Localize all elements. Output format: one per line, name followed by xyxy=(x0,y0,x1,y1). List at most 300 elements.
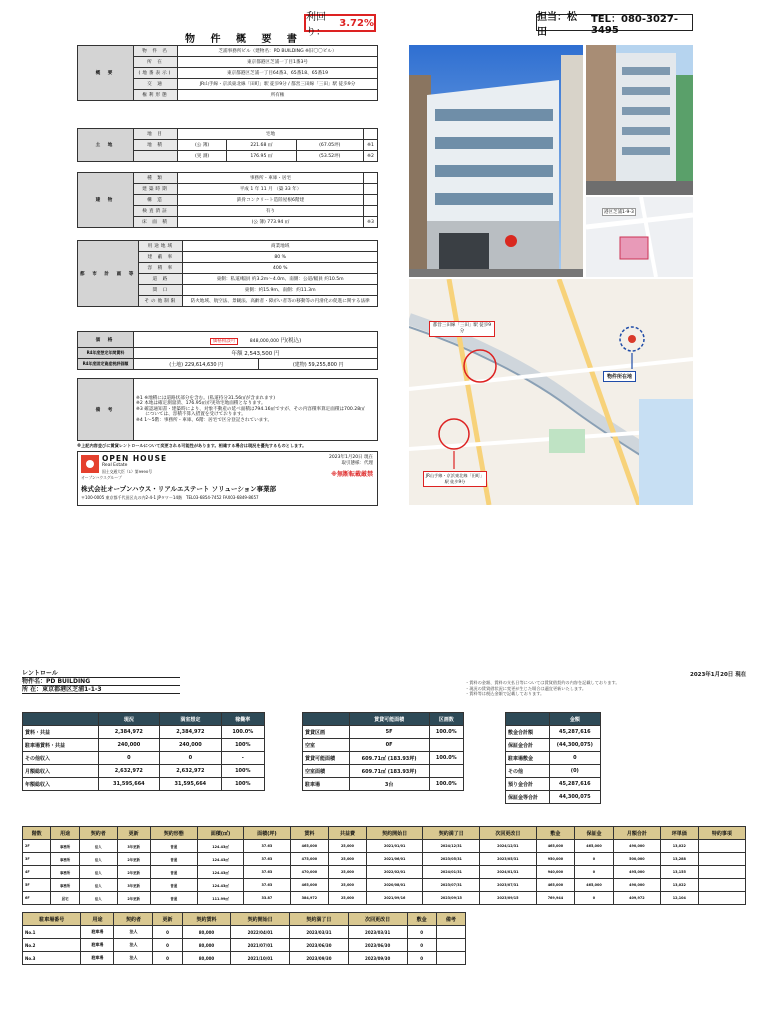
table-cell: 預り金合計 xyxy=(506,778,550,791)
yield-badge xyxy=(304,12,376,38)
group-name: オープンハウスグループ xyxy=(81,475,122,480)
column-header: 契約者 xyxy=(79,827,117,840)
table-cell: 31,595,664 xyxy=(160,778,222,791)
table-cell: 2021/01/01 xyxy=(366,840,423,853)
spec-label: その他制限 xyxy=(139,296,183,307)
table-cell: No.1 xyxy=(23,926,81,939)
table-cell xyxy=(436,939,465,952)
table-cell: 25,000 xyxy=(329,879,367,892)
column-header: 契約満了日 xyxy=(290,913,349,926)
table-row xyxy=(303,752,464,765)
column-header: 敷金 xyxy=(407,913,436,926)
table-cell: 2020/08/01 xyxy=(366,879,423,892)
table-cell: 475,000 xyxy=(290,853,329,866)
spec-row xyxy=(78,129,378,140)
column-header: 契約者 xyxy=(114,913,153,926)
table-cell: 駐車場敷金 xyxy=(506,752,550,765)
table-cell: 31,595,664 xyxy=(98,778,160,791)
table-cell: 普通 xyxy=(150,879,197,892)
spec-value: 東京都港区芝浦一丁目64番3、65番18、65番19 xyxy=(178,68,378,79)
column-header: 契約満了日 xyxy=(423,827,480,840)
table-row xyxy=(303,739,464,752)
remarks-lines xyxy=(134,379,378,441)
column-header: 賃料 xyxy=(290,827,329,840)
section-category: 概 要 xyxy=(78,46,134,101)
table-cell: 空室 xyxy=(303,739,350,752)
table-cell: その他収入 xyxy=(23,752,99,765)
table-cell: 0 xyxy=(575,892,614,905)
table-cell: 37.63 xyxy=(244,879,290,892)
rentroll-note: ・賃料等は税込金額で記載しております。 xyxy=(465,691,545,696)
column-header: 更新 xyxy=(153,913,182,926)
header-row xyxy=(23,827,746,840)
spec-value: 防火地域、航空法、景観法、高齢者・障がい者等の移動等の円滑化の促進に関する法律 xyxy=(183,296,378,307)
table-cell: 2年更新 xyxy=(117,853,150,866)
table-cell: 80,000 xyxy=(182,952,231,965)
table-cell: 事務所 xyxy=(51,853,80,866)
spec-label: 種 類 xyxy=(134,173,178,184)
column-header: 次回更改日 xyxy=(348,913,407,926)
table-cell xyxy=(698,879,745,892)
rentroll-title xyxy=(22,670,180,694)
table-cell: 2024/01/31 xyxy=(423,866,480,879)
table-cell: 100% xyxy=(221,778,264,791)
table-cell: 490,000 xyxy=(613,879,660,892)
company-name: 株式会社オープンハウス・リアルエステート ソリューション事業部 xyxy=(81,485,277,493)
table-cell: 500,000 xyxy=(613,853,660,866)
table-cell: 465,000 xyxy=(575,840,614,853)
rentroll-note: ・現況の賃貸借状況に変更が生じた場合は適宜更新いたします。 xyxy=(465,685,587,691)
table-row xyxy=(303,778,464,791)
table-cell: 4F xyxy=(23,866,51,879)
table-row xyxy=(23,765,265,778)
table-row xyxy=(506,752,601,765)
building-table xyxy=(77,172,378,228)
table-cell: 2021/07/01 xyxy=(231,939,290,952)
table-cell: 駐車場 xyxy=(81,952,114,965)
table-cell: 駐車場賃料・共益 xyxy=(23,739,99,752)
spec-value: 221.68 ㎡ xyxy=(227,140,296,151)
table-cell: 居宅 xyxy=(51,892,80,905)
spec-value: 400 % xyxy=(183,263,378,274)
column-header: 保証金 xyxy=(575,827,614,840)
table-row xyxy=(23,726,265,739)
table-cell: 3年更新 xyxy=(117,879,150,892)
table-row xyxy=(23,892,746,905)
table-cell: 2023/07/31 xyxy=(480,879,537,892)
spec-note: ※1 xyxy=(364,140,378,151)
table-row xyxy=(506,726,601,739)
column-header: 満室想定 xyxy=(160,713,222,726)
land-eval: (土地) 229,614,630 円 xyxy=(134,359,259,370)
column-header: 敷金 xyxy=(536,827,575,840)
table-row xyxy=(23,739,265,752)
table-cell xyxy=(698,866,745,879)
table-cell: 100.0% xyxy=(221,726,264,739)
column-header: 階数 xyxy=(23,827,51,840)
openhouse-logo-icon xyxy=(81,455,99,473)
yield-value: 3.72% xyxy=(339,17,374,29)
spec-label xyxy=(134,151,178,162)
header-row xyxy=(303,713,464,726)
planning-section xyxy=(77,240,378,307)
table-cell: 2023/03/31 xyxy=(290,926,349,939)
section-category: 土 地 xyxy=(78,129,134,162)
tenant-detail-table xyxy=(22,826,746,905)
table-cell: 法人 xyxy=(79,840,117,853)
spec-label: 構 造 xyxy=(134,195,178,206)
rent-summary-table xyxy=(22,712,265,791)
table-cell: 100% xyxy=(221,765,264,778)
table-cell: 敷金合計額 xyxy=(506,726,550,739)
table-cell: 0 xyxy=(160,752,222,765)
contact-box xyxy=(536,11,693,38)
license: 国土交通大臣（1）第9990号 xyxy=(102,469,153,474)
table-cell: 100.0% xyxy=(429,726,463,739)
spec-tsubo: (67.05坪) xyxy=(296,140,363,151)
spec-label: 道 路 xyxy=(139,274,183,285)
spec-note: ※3 xyxy=(364,217,378,228)
column-header: 区画数 xyxy=(429,713,463,726)
table-cell: 25,000 xyxy=(329,892,367,905)
header-row xyxy=(506,713,601,726)
table-cell: 2022/02/01 xyxy=(366,866,423,879)
column-header: 賃貸可能面積 xyxy=(349,713,429,726)
spec-label: 所 在 xyxy=(134,57,178,68)
table-cell: 2023/05/31 xyxy=(480,853,537,866)
spec-value: 東京都港区芝浦一丁目1番3号 xyxy=(178,57,378,68)
rentroll-title-line: 物件名：PD BUILDING xyxy=(22,678,180,686)
spec-label: 地 目 xyxy=(134,129,178,140)
table-cell: 465,000 xyxy=(575,879,614,892)
land-table xyxy=(77,128,378,162)
table-row xyxy=(23,926,466,939)
remarks-footer: ※上記内容並びに賃貸レントロールについて変更される可能性があります。相違する場合は現況を優先するものとします。 xyxy=(77,443,307,448)
table-cell: 45,287,616 xyxy=(549,726,600,739)
yield-label: 利回り： xyxy=(306,12,326,38)
spec-value: 事務所・車庫・居宅 xyxy=(178,173,364,184)
table-cell: 事務所 xyxy=(51,840,80,853)
remark-line: ※4 1〜5階：事務所・車庫、6階：居宅で区分登記されています。 xyxy=(136,417,273,423)
table-cell: 2年更新 xyxy=(117,892,150,905)
table-cell: 2022/04/01 xyxy=(231,926,290,939)
table-cell: 賃貸可能面積 xyxy=(303,752,350,765)
price-section xyxy=(77,331,378,370)
table-cell: 0 xyxy=(98,752,160,765)
remark-line: については、容積不算入措置を受けております。 xyxy=(136,412,246,418)
spec-kind: (実 測) xyxy=(178,151,227,162)
price-tax: 円(税込) xyxy=(280,337,302,344)
spec-row xyxy=(78,241,378,252)
table-cell: 普通 xyxy=(150,853,197,866)
table-cell: 3F xyxy=(23,853,51,866)
station-mita-label: 都営三田線「三田」駅 徒歩9分 xyxy=(429,321,495,337)
table-cell: 384,972 xyxy=(290,892,329,905)
spec-note xyxy=(364,184,378,195)
section-category: 建 物 xyxy=(78,173,134,228)
table-cell: 490,000 xyxy=(613,840,660,853)
table-cell: 0 xyxy=(575,866,614,879)
table-cell: - xyxy=(221,752,264,765)
column-header: 坪単価 xyxy=(660,827,698,840)
building-section xyxy=(77,172,378,228)
property-section xyxy=(77,45,378,101)
column-header: 契約形態 xyxy=(150,827,197,840)
spec-note xyxy=(364,206,378,217)
table-cell: 609.71㎡ (183.93坪) xyxy=(349,765,429,778)
table-cell: 25,000 xyxy=(329,866,367,879)
table-cell: 法人 xyxy=(79,892,117,905)
spec-label: 権利形態 xyxy=(134,90,178,101)
bldg-eval: (建物) 59,255,800 円 xyxy=(259,359,378,370)
table-cell: 2,384,972 xyxy=(98,726,160,739)
table-cell: 80,000 xyxy=(182,939,231,952)
brand-sub: Real Estate xyxy=(102,463,128,468)
table-cell: 普通 xyxy=(150,840,197,853)
table-cell: 495,000 xyxy=(613,866,660,879)
column-header: 金額 xyxy=(549,713,600,726)
table-cell: 409,972 xyxy=(613,892,660,905)
table-cell: 法人 xyxy=(79,853,117,866)
table-cell: 5F xyxy=(23,879,51,892)
table-cell: 事務所 xyxy=(51,879,80,892)
station-tamachi-label: JR山手線・京浜東北線「田町」駅 徒歩9分 xyxy=(423,471,487,487)
table-cell: 2F xyxy=(23,840,51,853)
table-row xyxy=(23,778,265,791)
price-value: 848,000,000 xyxy=(249,338,279,344)
units-summary-table xyxy=(302,712,464,791)
table-cell: 2年更新 xyxy=(117,866,150,879)
table-cell: 100.0% xyxy=(429,778,463,791)
table-row xyxy=(23,939,466,952)
table-cell: No.3 xyxy=(23,952,81,965)
table-cell: 950,000 xyxy=(536,853,575,866)
spec-label: 建築時期 xyxy=(134,184,178,195)
income-value: 年額 2,543,500 円 xyxy=(134,348,378,359)
land-section xyxy=(77,128,378,162)
spec-label: 容 積 率 xyxy=(139,263,183,274)
table-cell: 保証金合計 xyxy=(506,739,550,752)
no-reprint-warning: ※無断転載厳禁 xyxy=(331,471,373,478)
spec-value: JR山手線・京浜東北線「田町」駅 徒歩9分 / 都営三田線「三田」駅 徒歩9分 xyxy=(178,79,378,90)
table-cell xyxy=(436,926,465,939)
table-cell: 2,632,972 xyxy=(160,765,222,778)
table-row xyxy=(506,778,601,791)
table-cell: 100.0% xyxy=(429,752,463,765)
table-cell: 13,022 xyxy=(660,840,698,853)
spec-value: 宅地 xyxy=(178,129,364,140)
table-cell: 44,300,075 xyxy=(549,791,600,804)
table-cell: 2021/10/01 xyxy=(231,952,290,965)
spec-label: 床 面 積 xyxy=(134,217,178,228)
table-cell xyxy=(429,739,463,752)
spec-note xyxy=(364,173,378,184)
column-header: 稼働率 xyxy=(221,713,264,726)
table-cell: 3台 xyxy=(349,778,429,791)
table-cell: 465,000 xyxy=(536,879,575,892)
table-cell: 賃料・共益 xyxy=(23,726,99,739)
brand-name: OPEN HOUSE xyxy=(102,454,168,463)
table-cell: 法人 xyxy=(79,866,117,879)
table-cell: 2023/09/30 xyxy=(348,952,407,965)
negotiable-badge: 価格相談可 xyxy=(210,338,239,345)
contact-person: 担当：松田 xyxy=(537,11,577,38)
table-cell: 2023/09/30 xyxy=(290,952,349,965)
table-cell: 465,000 xyxy=(536,840,575,853)
table-cell: 37.63 xyxy=(244,853,290,866)
table-cell: 法人 xyxy=(79,879,117,892)
table-cell: 2024/12/31 xyxy=(480,840,537,853)
table-cell: 月額総収入 xyxy=(23,765,99,778)
table-cell: 0 xyxy=(407,926,436,939)
column-header: 契約賃料 xyxy=(182,913,231,926)
parking-table xyxy=(22,912,466,965)
table-cell: 0 xyxy=(407,952,436,965)
table-cell: 駐車場 xyxy=(81,939,114,952)
table-cell: 940,000 xyxy=(536,866,575,879)
column-header: 月額合計 xyxy=(613,827,660,840)
rentroll-title-line: レントロール xyxy=(22,670,180,678)
table-cell: 25,000 xyxy=(329,853,367,866)
rentroll-title-line: 所 在：東京都港区芝浦1-1-3 xyxy=(22,686,180,694)
table-cell: 普通 xyxy=(150,892,197,905)
building-photo-sub xyxy=(586,45,693,195)
table-row xyxy=(23,752,265,765)
spec-label: 用途地域 xyxy=(139,241,183,252)
table-row xyxy=(23,853,746,866)
spec-label: 地 積 xyxy=(134,140,178,151)
column-header: 用途 xyxy=(51,827,80,840)
table-cell: 37.63 xyxy=(244,866,290,879)
table-row xyxy=(506,791,601,804)
as-of-date: 2023年1月20日 現在 xyxy=(329,455,373,460)
table-row xyxy=(23,840,746,853)
table-cell: 0 xyxy=(549,752,600,765)
table-cell: 駐車場 xyxy=(303,778,350,791)
table-cell: 空室面積 xyxy=(303,765,350,778)
table-cell: 2024/12/31 xyxy=(423,840,480,853)
table-row xyxy=(23,952,466,965)
column-header: 次回更改日 xyxy=(480,827,537,840)
spec-value: 東側：私道/幅員 約3.2m〜4.0m、南側：公道/幅員 約10.5m xyxy=(183,274,378,285)
spec-note xyxy=(364,195,378,206)
spec-value: 芝浦事務所ビル（建物名：PD BUILDING ※旧〇〇ビル） xyxy=(178,46,378,57)
table-cell: 2,384,972 xyxy=(160,726,222,739)
column-header: 特約事項 xyxy=(698,827,745,840)
table-cell xyxy=(698,892,745,905)
column-header: 面積(坪) xyxy=(244,827,290,840)
price-table xyxy=(77,331,378,370)
table-cell: 2023/09/15 xyxy=(480,892,537,905)
spec-value: 所有権 xyxy=(178,90,378,101)
table-cell: 80,000 xyxy=(182,926,231,939)
spec-value: 商業地域 xyxy=(183,241,378,252)
table-cell: 124.43㎡ xyxy=(197,866,243,879)
table-cell: 13,022 xyxy=(660,879,698,892)
table-cell: 2021/06/01 xyxy=(366,853,423,866)
deposit-summary-table xyxy=(505,712,601,804)
section-category: 都 市 計 画 等 xyxy=(78,241,139,307)
remark-line: ※2 本地は確定測量済、176.95㎡が実効宅地面積となります。 xyxy=(136,401,266,407)
table-cell: 13,288 xyxy=(660,853,698,866)
spec-kind: (公 簿) xyxy=(178,140,227,151)
table-cell: 0 xyxy=(153,939,182,952)
building-photo-main xyxy=(409,45,583,277)
table-cell: 37.63 xyxy=(244,840,290,853)
header-row xyxy=(23,913,466,926)
table-cell: 240,000 xyxy=(160,739,222,752)
table-cell: 事務所 xyxy=(51,866,80,879)
contact-tel: TEL：080-3027-3495 xyxy=(590,13,678,36)
table-cell: (0) xyxy=(549,765,600,778)
table-cell: 470,000 xyxy=(290,866,329,879)
table-cell: 2024/01/31 xyxy=(480,866,537,879)
column-header: 更新 xyxy=(117,827,150,840)
spec-note xyxy=(364,129,378,140)
table-cell: 3年更新 xyxy=(117,840,150,853)
spec-row xyxy=(78,46,378,57)
remarks-section xyxy=(77,378,378,449)
eval-label: R4年度固定資産税評価額 xyxy=(78,359,134,370)
table-row xyxy=(23,866,746,879)
rentroll-notes xyxy=(465,680,705,697)
table-cell: 0 xyxy=(407,939,436,952)
table-row xyxy=(303,726,464,739)
table-cell: 保証金等合計 xyxy=(506,791,550,804)
table-cell: 0 xyxy=(153,926,182,939)
column-header: 用途 xyxy=(81,913,114,926)
column-header: 面積(㎡) xyxy=(197,827,243,840)
property-table xyxy=(77,45,378,101)
table-row xyxy=(506,765,601,778)
table-cell: 609.71㎡ (183.93坪) xyxy=(349,752,429,765)
table-cell xyxy=(429,765,463,778)
remark-line: ※3 確認通知書・建築時により、対象不動産の延べ面積は794.16㎡ですが、その内容積率算定面積は700.28㎡ xyxy=(136,406,365,412)
table-cell: 駐車場 xyxy=(81,926,114,939)
table-cell: 2023/06/30 xyxy=(348,939,407,952)
spec-value: 80 % xyxy=(183,252,378,263)
table-cell: 124.43㎡ xyxy=(197,853,243,866)
column-header xyxy=(23,713,99,726)
column-header: 共益費 xyxy=(329,827,367,840)
column-header: 契約開始日 xyxy=(231,913,290,926)
table-row xyxy=(303,765,464,778)
column-header xyxy=(303,713,350,726)
spec-value: 平成 1 年 11 月 （築 33 年） xyxy=(178,184,364,195)
table-cell: 0 xyxy=(153,952,182,965)
spec-label: (地番表示) xyxy=(134,68,178,79)
spec-value: 176.95 ㎡ xyxy=(227,151,296,162)
spec-label: 建 蔽 率 xyxy=(139,252,183,263)
rentroll-date: 2023年1月20日 現在 xyxy=(690,672,747,678)
table-cell: 13,155 xyxy=(660,866,698,879)
table-cell: (44,300,075) xyxy=(549,739,600,752)
table-cell: 124.43㎡ xyxy=(197,879,243,892)
spec-value: 鉄骨コンクリート造陸屋根6階建 xyxy=(178,195,364,206)
spec-value: 東側：約15.9m、南側：約11.3m xyxy=(183,285,378,296)
table-cell: 2021/09/16 xyxy=(366,892,423,905)
table-cell: 2023/06/30 xyxy=(290,939,349,952)
company-block xyxy=(77,451,378,506)
remark-line: ※1 ※地積には道路状部分を含む。(私道持分31.56㎡が含まれます) xyxy=(136,395,276,401)
table-row xyxy=(23,879,746,892)
column-header: 備考 xyxy=(436,913,465,926)
table-cell: 0 xyxy=(575,853,614,866)
income-label: R4年度想定年間賃料 xyxy=(78,348,134,359)
table-cell: 124.43㎡ xyxy=(197,840,243,853)
document-title: 物 件 概 要 書 xyxy=(185,34,303,45)
table-cell: 法人 xyxy=(114,926,153,939)
